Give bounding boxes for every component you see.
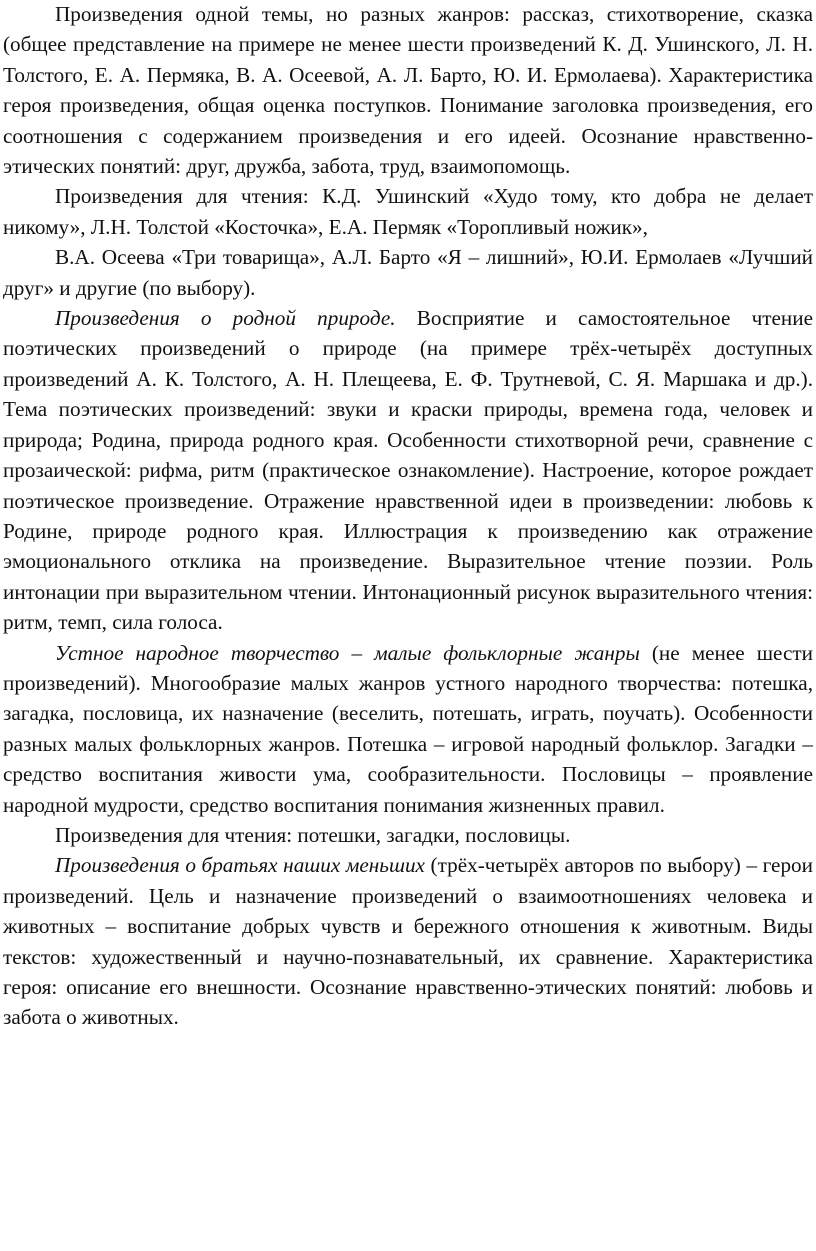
paragraph-text: (трёх-четырёх авторов по выбору) – герои произведений. Цель и назначение произведений о взаимоотношениях человека и животных – воспитание добрых чувств и бережного отношения к животным. Виды текстов: художественный и научно-познавательный, их сравнение. Характеристика героя: описание его внешности. Осознание нравственно-этических понятий: любовь и забота о животных. (3, 853, 813, 1030)
paragraph-text: Произведения для чтения: потешки, загадки, пословицы. (55, 822, 571, 847)
paragraph-native-nature (3, 303, 813, 637)
paragraph-folklore-reading (3, 820, 813, 850)
paragraph-reading-list-1 (3, 181, 813, 242)
paragraph-text: Произведения одной темы, но разных жанров: рассказ, стихотворение, сказка (общее представление на примере не менее шести произведений К. Д. Ушинского, Л. Н. Толстого, Е. А. Пермяка, В. А. Осеевой, А. Л. Барто, Ю. И. Ермолаева). Характеристика героя произведения, общая оценка поступков. Понимание заголовка произведения, его соотношения с содержанием произведения и его идеей. Осознание нравственно-этических понятий: друг, дружба, забота, труд, взаимопомощь. (3, 2, 813, 179)
paragraph-text: Восприятие и самостоятельное чтение поэтических произведений о природе (на примере трёх-четырёх доступных произведений А. К. Толстого, А. Н. Плещеева, Е. Ф. Трутневой, С. Я. Маршака и др.). Тема поэтических произведений: звуки и краски природы, времена года, человек и природа; Родина, природа родного края. Особенности стихотворной речи, сравнение с прозаической: рифма, ритм (практическое ознакомление). Настроение, которое рождает поэтическое произведение. Отражение нравственной идеи в произведении: любовь к Родине, природе родного края. Иллюстрация к произведению как отражение эмоционального отклика на произведение. Выразительное чтение поэзии. Роль интонации при выразительном чтении. Интонационный рисунок выразительного чтения: ритм, темп, сила голоса. (3, 306, 813, 635)
paragraph-lead-italic: Устное народное творчество – малые фольклорные жанры (55, 640, 640, 665)
paragraph-animals (3, 850, 813, 1032)
paragraph-text: Произведения для чтения: К.Д. Ушинский «Худо тому, кто добра не делает никому», Л.Н. Толстой «Косточка», Е.А. Пермяк «Торопливый ножик», (3, 184, 813, 239)
paragraph-genres (3, 0, 813, 181)
paragraph-reading-list-2 (3, 242, 813, 303)
paragraph-text: (не менее шести произведений). Многообразие малых жанров устного народного творчества: потешка, загадка, пословица, их назначение (веселить, потешать, играть, поучать). Особенности разных малых фольклорных жанров. Потешка – игровой народный фольклор. Загадки – средство воспитания живости ума, сообразительности. Пословицы – проявление народной мудрости, средство воспитания понимания жизненных правил. (3, 640, 813, 817)
paragraph-lead-italic: Произведения о братьях наших меньших (55, 853, 425, 878)
paragraph-lead-italic: Произведения о родной природе. (55, 306, 396, 331)
paragraph-text: В.А. Осеева «Три товарища», А.Л. Барто «Я – лишний», Ю.И. Ермолаев «Лучший друг» и другие (по выбору). (3, 245, 813, 300)
paragraph-folklore (3, 638, 813, 820)
